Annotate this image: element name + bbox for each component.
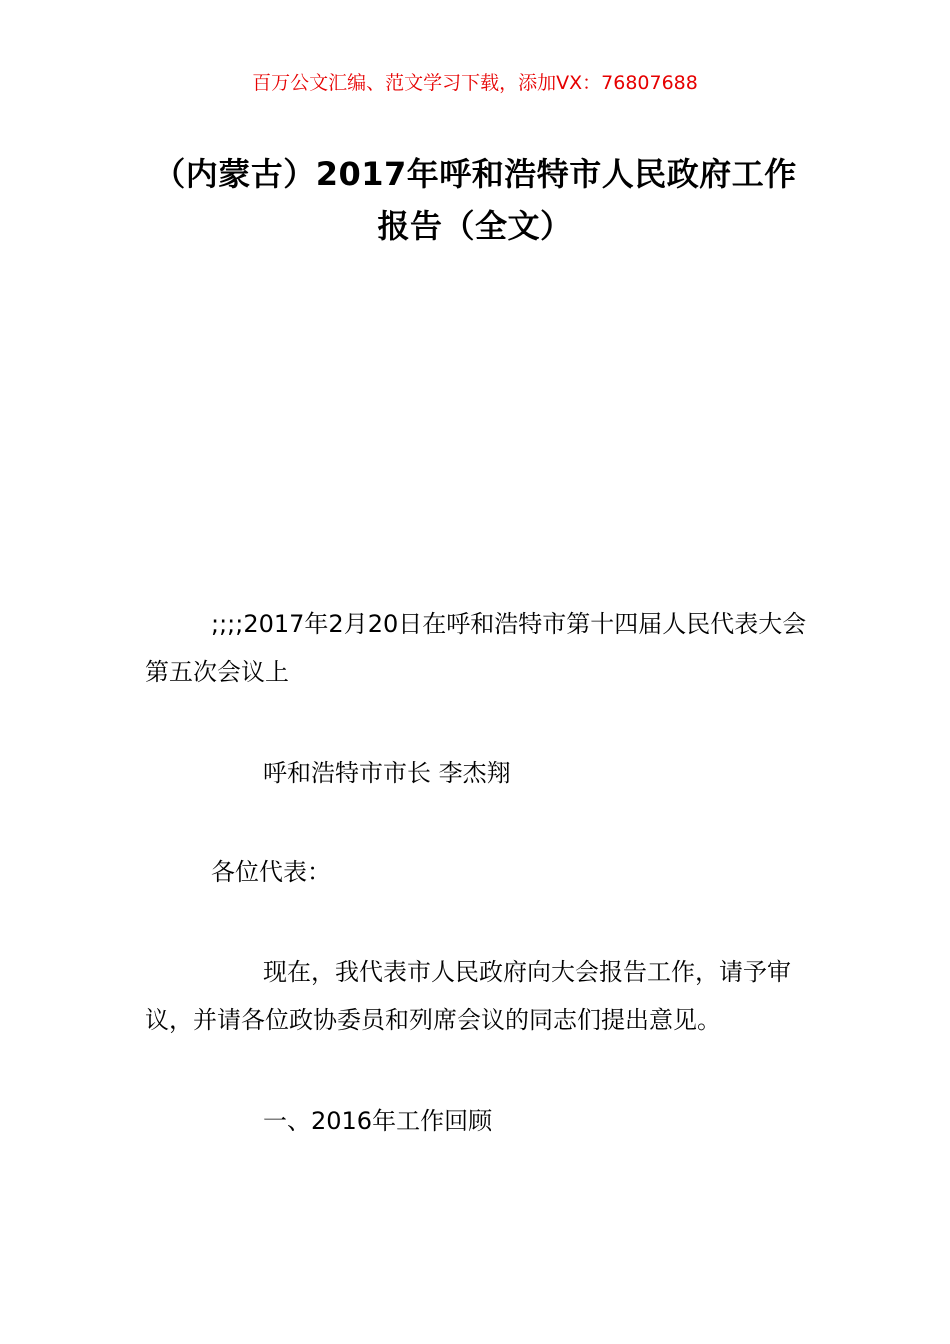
salutation: 各位代表： xyxy=(211,858,331,886)
document-title: （内蒙古）2017年呼和浩特市人民政府工作报告（全文） xyxy=(153,155,797,245)
speaker-line: 呼和浩特市市长 李杰翔 xyxy=(263,759,511,787)
opening-paragraph: 现在，我代表市人民政府向大会报告工作，请予审议，并请各位政协委员和列席会议的同志们提出意见。 xyxy=(145,958,791,1034)
section-heading: 一、2016年工作回顾 xyxy=(263,1107,493,1135)
header-note: 百万公文汇编、范文学习下载，添加VX：76807688 xyxy=(252,72,698,94)
meeting-info-paragraph: ;;;;2017年2月20日在呼和浩特市第十四届人民代表大会第五次会议上 xyxy=(145,610,807,686)
